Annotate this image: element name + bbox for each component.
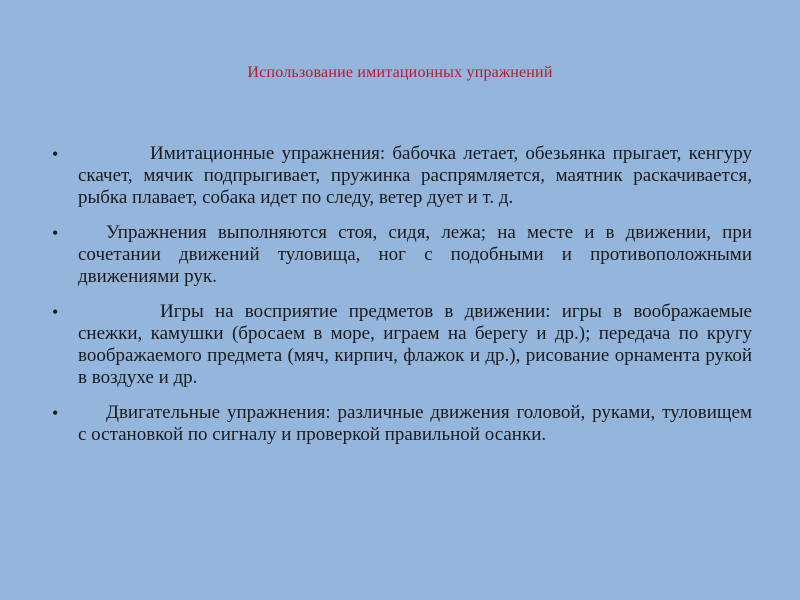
bullet-text: Игры на восприятие предметов в движении: игры в воображаемые снежки, камушки (бросаем в море, играем на берегу и др.); передача по кругу воображаемого предмета (мяч, кирпич, флажок и др.), рисование орнамента рукой в воздухе и др. [78, 301, 752, 388]
bullet-icon: • [52, 302, 59, 322]
bullet-list [40, 143, 752, 459]
bullet-item [40, 143, 752, 209]
bullet-icon: • [52, 223, 59, 243]
bullet-text: Имитационные упражнения: бабочка летает, обезьянка прыгает, кенгуру скачет, мячик подпрыгивает, пружинка распрямляется, маятник раскачивается, рыбка плавает, собака идет по следу, ветер дует и т. д. [78, 143, 752, 208]
bullet-text: Упражнения выполняются стоя, сидя, лежа; на месте и в движении, при сочетании движений туловища, ног с подобными и противоположными движениями рук. [78, 222, 752, 287]
bullet-item [40, 301, 752, 389]
bullet-icon: • [52, 144, 59, 164]
bullet-item [40, 402, 752, 446]
bullet-icon: • [52, 403, 59, 423]
bullet-item [40, 222, 752, 288]
slide-title: Использование имитационных упражнений [247, 64, 553, 81]
bullet-text: Двигательные упражнения: различные движения головой, руками, туловищем с остановкой по сигналу и проверкой правильной осанки. [78, 402, 752, 445]
